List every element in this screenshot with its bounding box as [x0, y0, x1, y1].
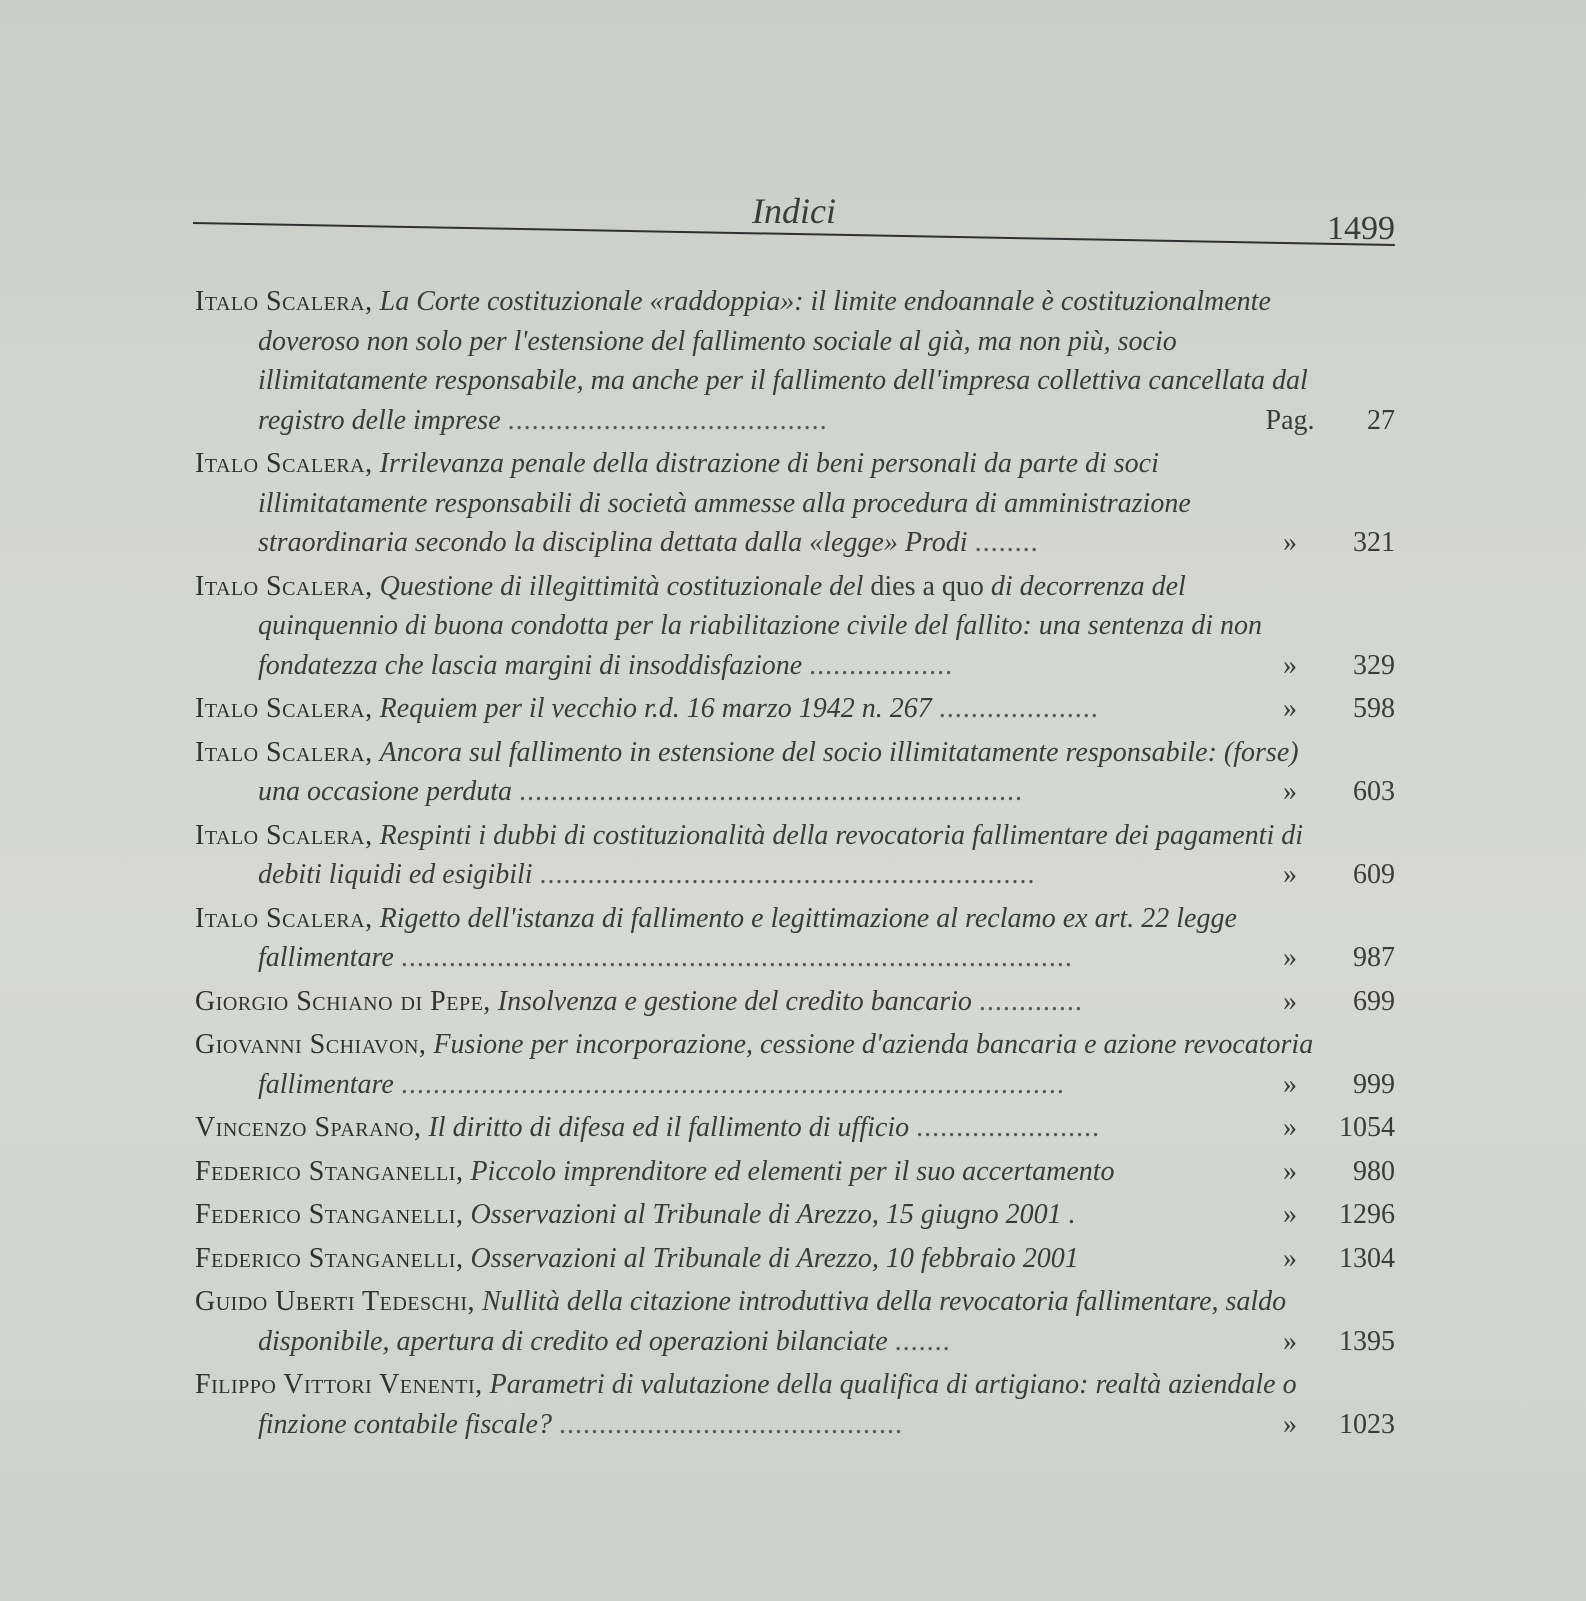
index-entry: [195, 1025, 1395, 1104]
index-entry: [195, 282, 1395, 440]
entry-title: Insolvenza e gestione del credito bancario: [497, 985, 972, 1017]
entry-author: Italo Scalera,: [195, 902, 373, 934]
page-marker: »: [1283, 1199, 1297, 1230]
entry-title: Irrilevanza penale della distrazione di beni personali da parte di soci illimitatamente responsabili di società ammesse alla procedura di amministrazione straordinaria secondo la disciplina dettata dalla «legge» Prodi: [258, 448, 1191, 558]
entry-author: Italo Scalera,: [195, 736, 373, 768]
index-entry: [195, 689, 1395, 729]
entry-title: Piccolo imprenditore ed elementi per il suo accertamento: [470, 1155, 1115, 1187]
entry-title-part: di decorrenza del quinquennio di buona condotta per la riabilitazione civile del fallito: una sentenza di non fondatezza che lascia margini di insoddisfazione: [258, 570, 1263, 681]
entry-title: Il diritto di difesa ed il fallimento di ufficio: [428, 1112, 910, 1143]
entry-page-number: 699: [1353, 985, 1395, 1017]
index-entry: [195, 816, 1395, 895]
dot-leader: .......................: [916, 1112, 1101, 1143]
entry-author: Guido Uberti Tedeschi,: [195, 1286, 476, 1317]
page-marker: »: [1283, 859, 1297, 890]
page-marker: »: [1283, 527, 1297, 558]
entry-author: Federico Stanganelli,: [195, 1155, 464, 1187]
dot-leader: ...............................................................: [519, 776, 1024, 807]
dot-leader: ....................: [938, 693, 1099, 724]
dot-leader: ...........................................: [558, 1408, 903, 1440]
dot-leader: ........: [974, 527, 1039, 558]
page-number: 1499: [1327, 210, 1395, 247]
index-entry: [195, 444, 1395, 563]
entry-page-number: 329: [1353, 649, 1395, 681]
dot-leader: ....................................................................................: [400, 942, 1073, 973]
dot-leader: .......: [894, 1325, 951, 1357]
entry-page-number: 27: [1367, 404, 1395, 436]
page-marker: Pag.: [1265, 404, 1315, 436]
entry-title: Parametri di valutazione della qualifica di artigiano: realtà aziendale o finzione contabile fiscale?: [258, 1369, 1297, 1440]
page-marker: »: [1283, 776, 1297, 807]
entry-author: Italo Scalera,: [195, 570, 373, 602]
entry-title: Ancora sul fallimento in estensione del socio illimitatamente responsabile: (forse) una occasione perduta: [258, 736, 1299, 807]
entry-page-number: 987: [1353, 942, 1395, 973]
page-header: [193, 190, 1395, 260]
entry-title: Rigetto dell'istanza di fallimento e legittimazione al reclamo ex art. 22 legge fallimentare: [258, 902, 1237, 973]
dot-leader: ........................................: [507, 404, 828, 436]
dot-leader: .............: [978, 985, 1083, 1017]
index-entry: [195, 1282, 1395, 1361]
page-marker: »: [1283, 649, 1297, 681]
dot-leader: ..............................................................: [539, 859, 1036, 890]
entry-title: Nullità della citazione introduttiva della revocatoria fallimentare, saldo disponibile, apertura di credito ed operazioni bilanciate: [258, 1286, 1287, 1357]
page-marker: »: [1283, 942, 1297, 973]
entry-author: Vincenzo Sparano,: [195, 1112, 422, 1143]
entry-page-number: 598: [1353, 693, 1395, 724]
page-marker: »: [1283, 1155, 1297, 1187]
index-entry: [195, 733, 1395, 812]
entry-title: La Corte costituzionale «raddoppia»: il limite endoannale è costituzionalmente doveroso non solo per l'estensione del fallimento sociale al già, ma non più, socio illimitatamente responsabile, ma anche per il fallimento dell'impresa collettiva cancellata dal registro delle imprese: [258, 286, 1308, 436]
index-entry: [195, 1365, 1395, 1444]
dot-leader: ...................................................................................: [400, 1068, 1065, 1100]
entry-author: Federico Stanganelli,: [195, 1242, 464, 1274]
entry-page-number: 1023: [1339, 1408, 1395, 1440]
entry-author: Italo Scalera,: [195, 286, 373, 317]
entry-author: Italo Scalera,: [195, 693, 373, 724]
entry-page-number: 1296: [1339, 1199, 1395, 1230]
index-entry: [195, 1239, 1395, 1279]
index-entry: [195, 1108, 1395, 1148]
entry-page-number: 1054: [1339, 1112, 1395, 1143]
dot-leader: ..................: [809, 649, 954, 681]
page-marker: »: [1283, 1325, 1297, 1357]
entry-author: Filippo Vittori Venenti,: [195, 1369, 483, 1400]
index-entry: [195, 567, 1395, 686]
entry-page-number: 1304: [1339, 1242, 1395, 1274]
index-entry: [195, 1152, 1395, 1192]
page-marker: »: [1283, 693, 1297, 724]
entry-author: Italo Scalera,: [195, 819, 373, 851]
entry-page-number: 603: [1353, 776, 1395, 807]
entry-title-part: Questione di illegittimità costituzionale del: [379, 570, 864, 602]
entry-page-number: 321: [1353, 527, 1395, 558]
entry-author: Italo Scalera,: [195, 448, 373, 479]
entry-page-number: 609: [1353, 859, 1395, 890]
entry-title-roman: dies a quo: [870, 570, 984, 602]
entry-page-number: 1395: [1339, 1325, 1395, 1357]
entry-title: Requiem per il vecchio r.d. 16 marzo 1942 n. 267: [379, 693, 932, 724]
entry-author: Giovanni Schiavon,: [195, 1029, 427, 1060]
index-entry: [195, 982, 1395, 1022]
running-title: Indici: [752, 191, 836, 231]
entry-page-number: 999: [1353, 1068, 1395, 1100]
entry-author: Federico Stanganelli,: [195, 1199, 464, 1230]
entry-title: Osservazioni al Tribunale di Arezzo, 15 giugno 2001 .: [470, 1199, 1076, 1230]
index-entries: [195, 282, 1395, 1448]
entry-title: Respinti i dubbi di costituzionalità della revocatoria fallimentare dei pagamenti di debiti liquidi ed esigibili: [258, 819, 1304, 890]
entry-author: Giorgio Schiano di Pepe,: [195, 985, 491, 1017]
page-marker: »: [1283, 1112, 1297, 1143]
page-marker: »: [1283, 1408, 1297, 1440]
entry-title: Fusione per incorporazione, cessione d'azienda bancaria e azione revocatoria fallimentare: [258, 1029, 1314, 1100]
index-entry: [195, 1195, 1395, 1235]
entry-page-number: 980: [1353, 1155, 1395, 1187]
index-entry: [195, 899, 1395, 978]
page-marker: »: [1283, 985, 1297, 1017]
page-marker: »: [1283, 1068, 1297, 1100]
page-marker: »: [1283, 1242, 1297, 1274]
entry-title: Osservazioni al Tribunale di Arezzo, 10 febbraio 2001: [470, 1242, 1079, 1274]
